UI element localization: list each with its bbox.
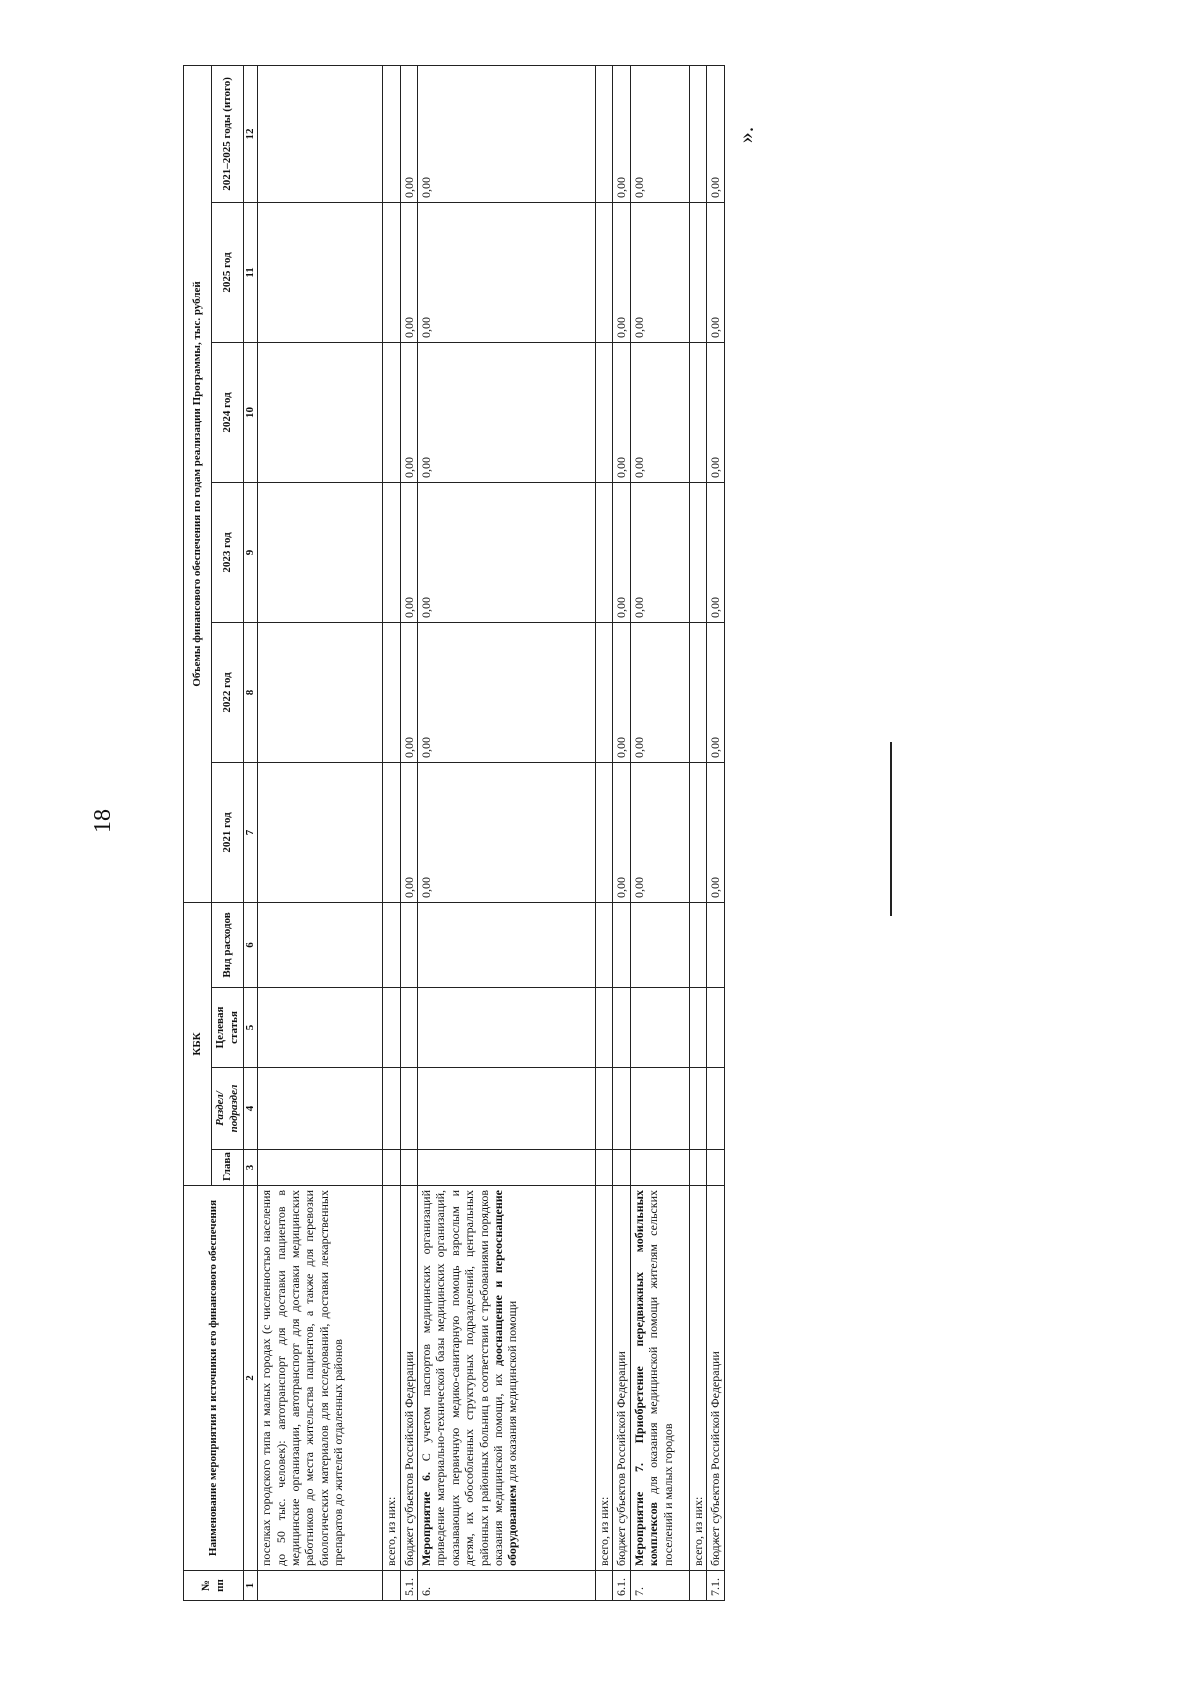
table-row [417,65,595,1600]
value-cell: 0,00 [630,202,689,342]
header-num: № пп [184,1571,244,1601]
header-volumes: Объемы финансового обеспечения по годам реализации Программы, тыс. рублей [184,65,212,902]
total-label: всего, из них: [383,1186,400,1571]
value-cell: 0,00 [630,762,689,902]
col-index: 7 [244,762,258,902]
value-cell: 0,00 [613,762,630,902]
col-index: 8 [244,622,258,762]
header-total: 2021–2025 годы (итого) [212,65,244,202]
total-label: всего, из них: [689,1186,706,1571]
table-row [383,65,400,1600]
header-2024: 2024 год [212,342,244,482]
value-cell: 0,00 [707,65,724,202]
value-cell: 0,00 [707,762,724,902]
value-cell: 0,00 [400,622,417,762]
col-index: 9 [244,482,258,622]
rotated-table-container [183,66,723,1601]
value-cell: 0,00 [417,622,595,762]
table-row [630,65,689,1600]
value-cell: 0,00 [613,622,630,762]
header-2025: 2025 год [212,202,244,342]
value-cell: 0,00 [400,762,417,902]
value-cell: 0,00 [417,202,595,342]
value-cell: 0,00 [417,762,595,902]
header-razdel: Раздел/ подраздел [212,1068,244,1150]
table-row [400,65,417,1600]
column-index-row [244,65,258,1600]
row-number: 5.1. [400,1571,417,1601]
value-cell: 0,00 [400,482,417,622]
budget-label: бюджет субъектов Российской Федерации [400,1186,417,1571]
header-2021: 2021 год [212,762,244,902]
value-cell: 0,00 [613,342,630,482]
header-name: Наименование мероприятия и источники его финансового обеспечения [184,1186,244,1571]
measure-7-title: Мероприятие 7. Приобретение передвижных мобильных комплексов [631,1190,661,1566]
col-index: 6 [244,902,258,987]
header-2023: 2023 год [212,482,244,622]
col-index: 12 [244,65,258,202]
total-label: всего, из них: [595,1186,612,1571]
value-cell: 0,00 [613,482,630,622]
col-index: 5 [244,988,258,1068]
budget-label: бюджет субъектов Российской Федерации [613,1186,630,1571]
value-cell: 0,00 [630,342,689,482]
table-row [689,65,706,1600]
measure-6-text: Мероприятие 6. С учетом паспортов медицинских организаций приведение материально-технической базы медицинских организаций, оказывающих первичную медико-санитарную помощь взрослым и детям, их обособленных структурных подразделений, центральных районных и районных больниц в соответствии с требованиями порядков оказания медицинской помощи, их дооснащение и переоснащение оборудованием для оказания медицинской помощи [417,1186,595,1571]
col-index: 2 [244,1186,258,1571]
value-cell: 0,00 [613,65,630,202]
value-cell: 0,00 [417,342,595,482]
header-vid: Вид расходов [212,902,244,987]
table-row [707,65,724,1600]
row-number: 7.1. [707,1571,724,1601]
value-cell: 0,00 [630,65,689,202]
value-cell: 0,00 [400,342,417,482]
value-cell: 0,00 [707,482,724,622]
col-index: 10 [244,342,258,482]
header-kbk: КБК [184,902,212,1185]
measure-7-text: Мероприятие 7. Приобретение передвижных мобильных комплексов для оказания медицинской помощи жителям сельских поселений и малых городов [630,1186,689,1571]
header-2022: 2022 год [212,622,244,762]
measure-6-title: Мероприятие 6. [418,1471,433,1566]
header-glava: Глава [212,1150,244,1186]
value-cell: 0,00 [400,65,417,202]
header-statya: Целевая статья [212,988,244,1068]
measure-5-continuation-text: поселках городского типа и малых городах (с численностью населения до 50 тыс. человек): автотранспорт для доставки пациентов в медицинские организации, автотранспорт для доставки медицинских работников до места жительства пациентов, а также для перевозки биологических материалов для исследований, доставки лекарственных препаратов до жителей отдаленных районов [258,1186,383,1571]
closing-quote-mark: ». [733,126,758,144]
budget-label: бюджет субъектов Российской Федерации [707,1186,724,1571]
financing-table [183,65,725,1601]
value-cell: 0,00 [613,202,630,342]
value-cell: 0,00 [400,202,417,342]
value-cell: 0,00 [630,482,689,622]
table-row [258,65,383,1600]
value-cell: 0,00 [707,202,724,342]
value-cell: 0,00 [630,622,689,762]
value-cell: 0,00 [417,482,595,622]
value-cell: 0,00 [707,622,724,762]
value-cell: 0,00 [707,342,724,482]
col-index: 11 [244,202,258,342]
row-number: 6.1. [613,1571,630,1601]
page-number: 18 [89,809,116,833]
row-number: 6. [417,1571,595,1601]
col-index: 1 [244,1571,258,1601]
table-row [613,65,630,1600]
header-row-1 [184,65,212,1600]
col-index: 4 [244,1068,258,1150]
signature-line [890,742,892,916]
row-number: 7. [630,1571,689,1601]
value-cell: 0,00 [417,65,595,202]
table-row [595,65,612,1600]
col-index: 3 [244,1150,258,1186]
